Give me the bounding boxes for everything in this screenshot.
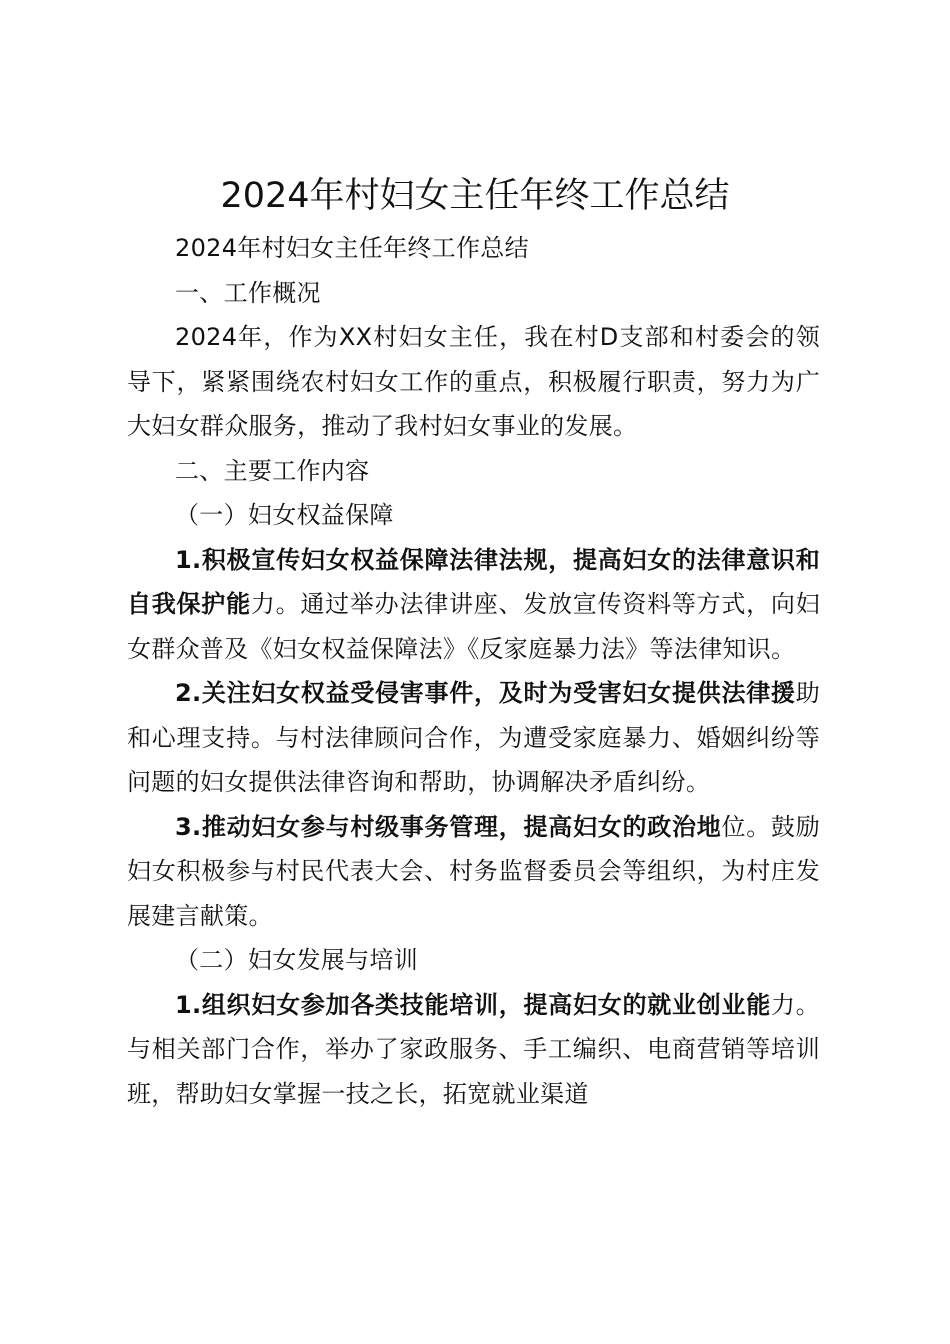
rights-item-3-lead: 3.推动妇女参与村级事务管理，提高妇女的政治地 bbox=[175, 812, 722, 841]
development-item-1 bbox=[127, 983, 820, 1117]
rights-item-2-text: 助和心理支持。与村法律顾问合作，为遭受家庭暴力、婚姻纠纷等问题的妇女提供法律咨询和帮助，协调解决矛盾纠纷。 bbox=[127, 679, 820, 796]
subtitle-paragraph: 2024年村妇女主任年终工作总结 bbox=[175, 234, 529, 262]
overview-paragraph: 2024年，作为XX村妇女主任，我在村D支部和村委会的领导下，紧紧围绕农村妇女工作的重点，积极履行职责，努力为广大妇女群众服务，推动了我村妇女事业的发展。 bbox=[127, 323, 820, 440]
development-item-1-text: 力。与相关部门合作，举办了家政服务、手工编织、电商营销等培训班，帮助妇女掌握一技之长，拓宽就业渠道 bbox=[127, 990, 820, 1108]
rights-item-1-lead: 1.积极宣传妇女权益保障法律法规，提高妇女的法律意识和自我保护能 bbox=[127, 545, 820, 618]
rights-item-3 bbox=[127, 805, 820, 939]
rights-item-1-text: 力。通过举办法律讲座、发放宣传资料等方式，向妇女群众普及《妇女权益保障法》《反家庭暴力法》等法律知识。 bbox=[127, 590, 821, 663]
subsection-heading-rights: （一）妇女权益保障 bbox=[175, 501, 394, 529]
subsection-heading-development: （二）妇女发展与培训 bbox=[175, 946, 418, 974]
rights-item-2 bbox=[127, 671, 820, 805]
rights-item-3-text: 位。鼓励妇女积极参与村民代表大会、村务监督委员会等组织，为村庄发展建言献策。 bbox=[127, 812, 820, 930]
development-item-1-lead: 1.组织妇女参加各类技能培训，提高妇女的就业创业能 bbox=[175, 990, 771, 1019]
document-body bbox=[127, 226, 820, 1116]
rights-item-1 bbox=[127, 538, 820, 672]
rights-item-2-lead: 2.关注妇女权益受侵害事件，及时为受害妇女提供法律援 bbox=[175, 679, 796, 707]
section-heading-overview: 一、工作概况 bbox=[175, 278, 321, 307]
section-heading-main-work: 二、主要工作内容 bbox=[175, 456, 370, 485]
document-title: 2024年村妇女主任年终工作总结 bbox=[220, 176, 730, 216]
